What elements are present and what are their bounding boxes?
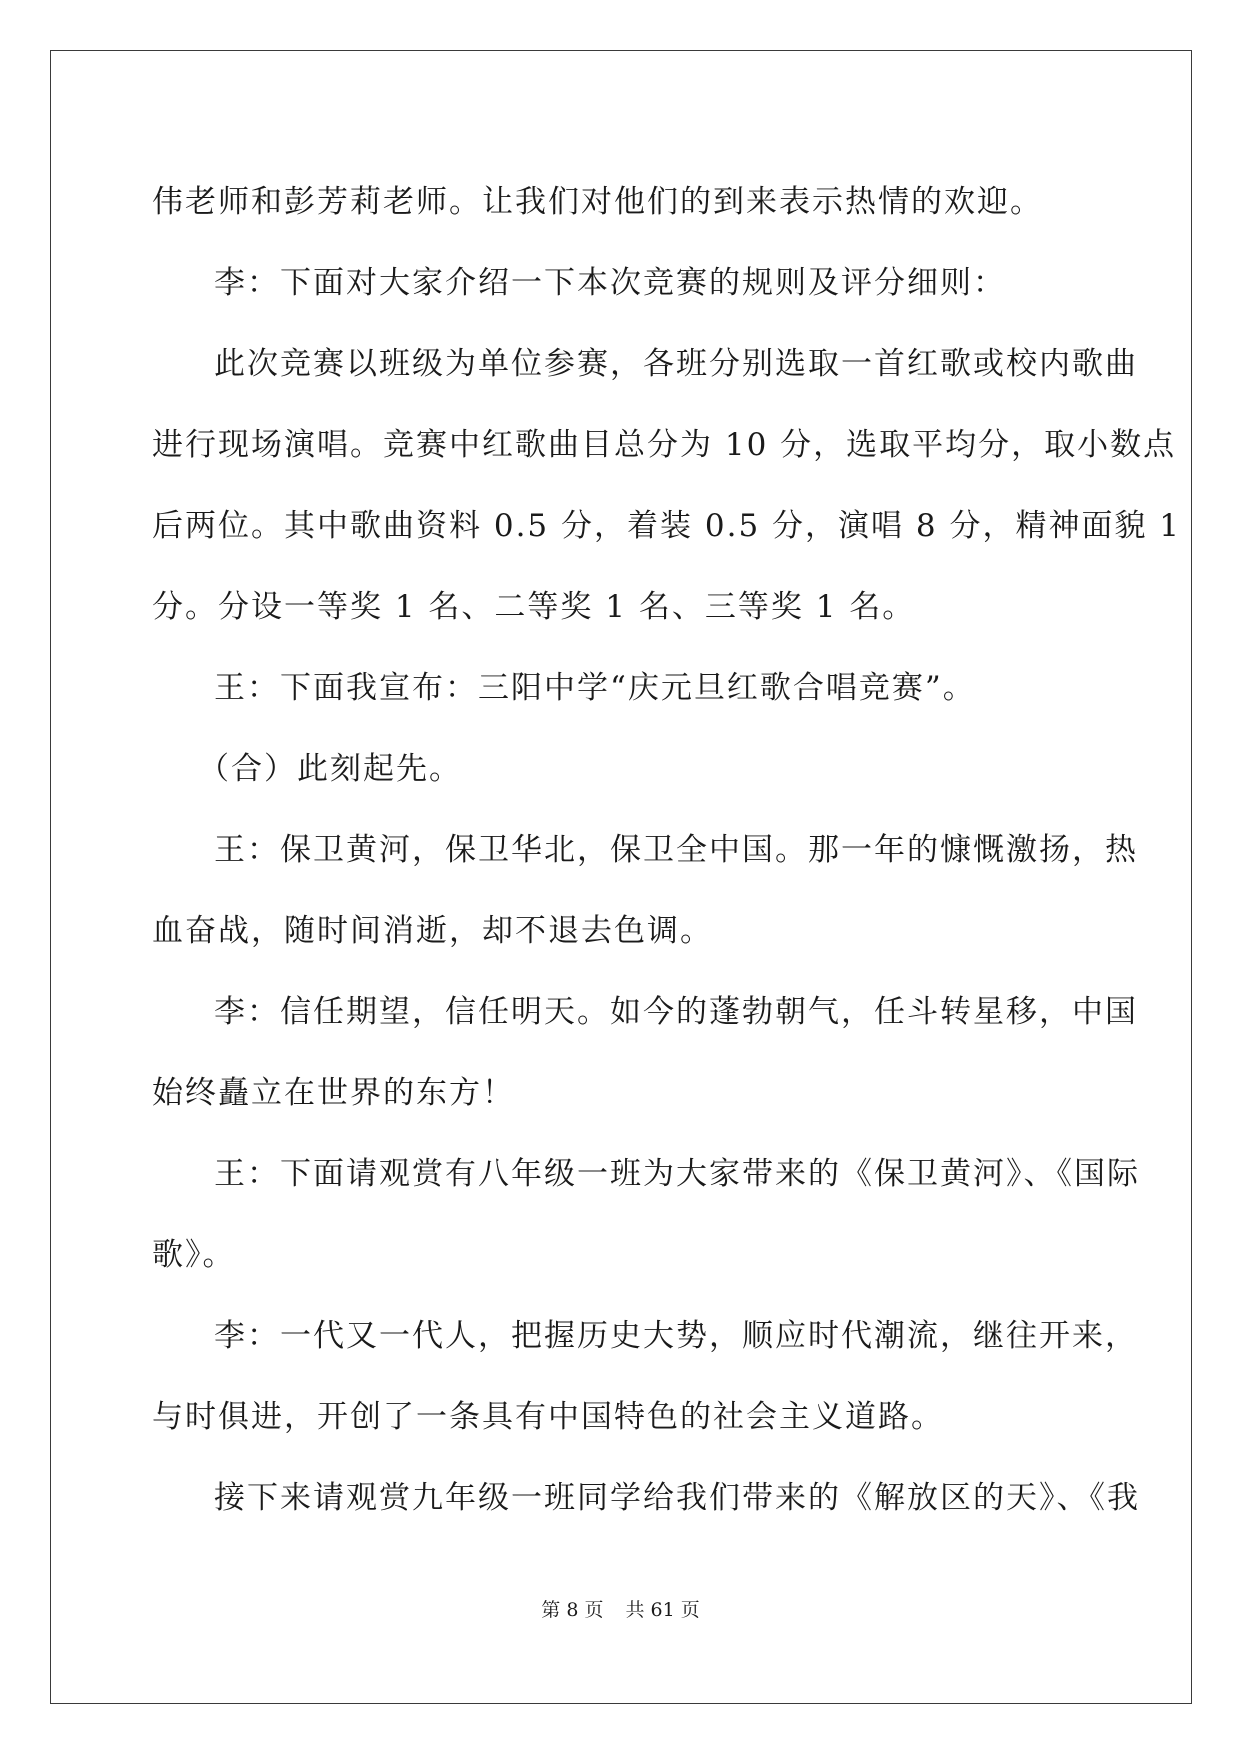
document-body <box>152 162 1182 1539</box>
page-footer <box>0 1595 1241 1622</box>
text-line: 分。分设一等奖 1 名、二等奖 1 名、三等奖 1 名。 <box>152 589 916 625</box>
text-line: 李：一代又一代人，把握历史大势，顺应时代潮流，继往开来， <box>214 1318 1138 1354</box>
text-line: （合）此刻起先。 <box>198 751 462 787</box>
text-line: 后两位。其中歌曲资料 0.5 分，着装 0.5 分，演唱 8 分，精神面貌 1 <box>152 508 1182 544</box>
text-line: 始终矗立在世界的东方！ <box>152 1075 515 1111</box>
text-line: 血奋战，随时间消逝，却不退去色调。 <box>152 913 713 949</box>
page-number: 第 8 页 <box>541 1599 604 1621</box>
text-line: 接下来请观赏九年级一班同学给我们带来的《解放区的天》、《我 <box>214 1480 1140 1516</box>
text-line: 与时俱进，开创了一条具有中国特色的社会主义道路。 <box>152 1399 944 1435</box>
text-line: 此次竞赛以班级为单位参赛，各班分别选取一首红歌或校内歌曲 <box>214 346 1138 382</box>
document-text <box>152 162 1182 1539</box>
text-line: 进行现场演唱。竞赛中红歌曲目总分为 10 分，选取平均分，取小数点 <box>152 427 1177 463</box>
text-line: 李：下面对大家介绍一下本次竞赛的规则及评分细则： <box>214 265 1006 301</box>
text-line: 李：信任期望，信任明天。如今的蓬勃朝气，任斗转星移，中国 <box>214 994 1138 1030</box>
text-line: 伟老师和彭芳莉老师。让我们对他们的到来表示热情的欢迎。 <box>152 184 1043 220</box>
text-line: 歌》。 <box>152 1237 236 1273</box>
text-line: 王：下面我宣布：三阳中学“庆元旦红歌合唱竞赛”。 <box>214 670 976 706</box>
text-line: 王：下面请观赏有八年级一班为大家带来的《保卫黄河》、《国际 <box>214 1156 1140 1192</box>
text-line: 王：保卫黄河，保卫华北，保卫全中国。那一年的慷慨激扬，热 <box>214 832 1138 868</box>
page-total: 共 61 页 <box>625 1599 700 1621</box>
